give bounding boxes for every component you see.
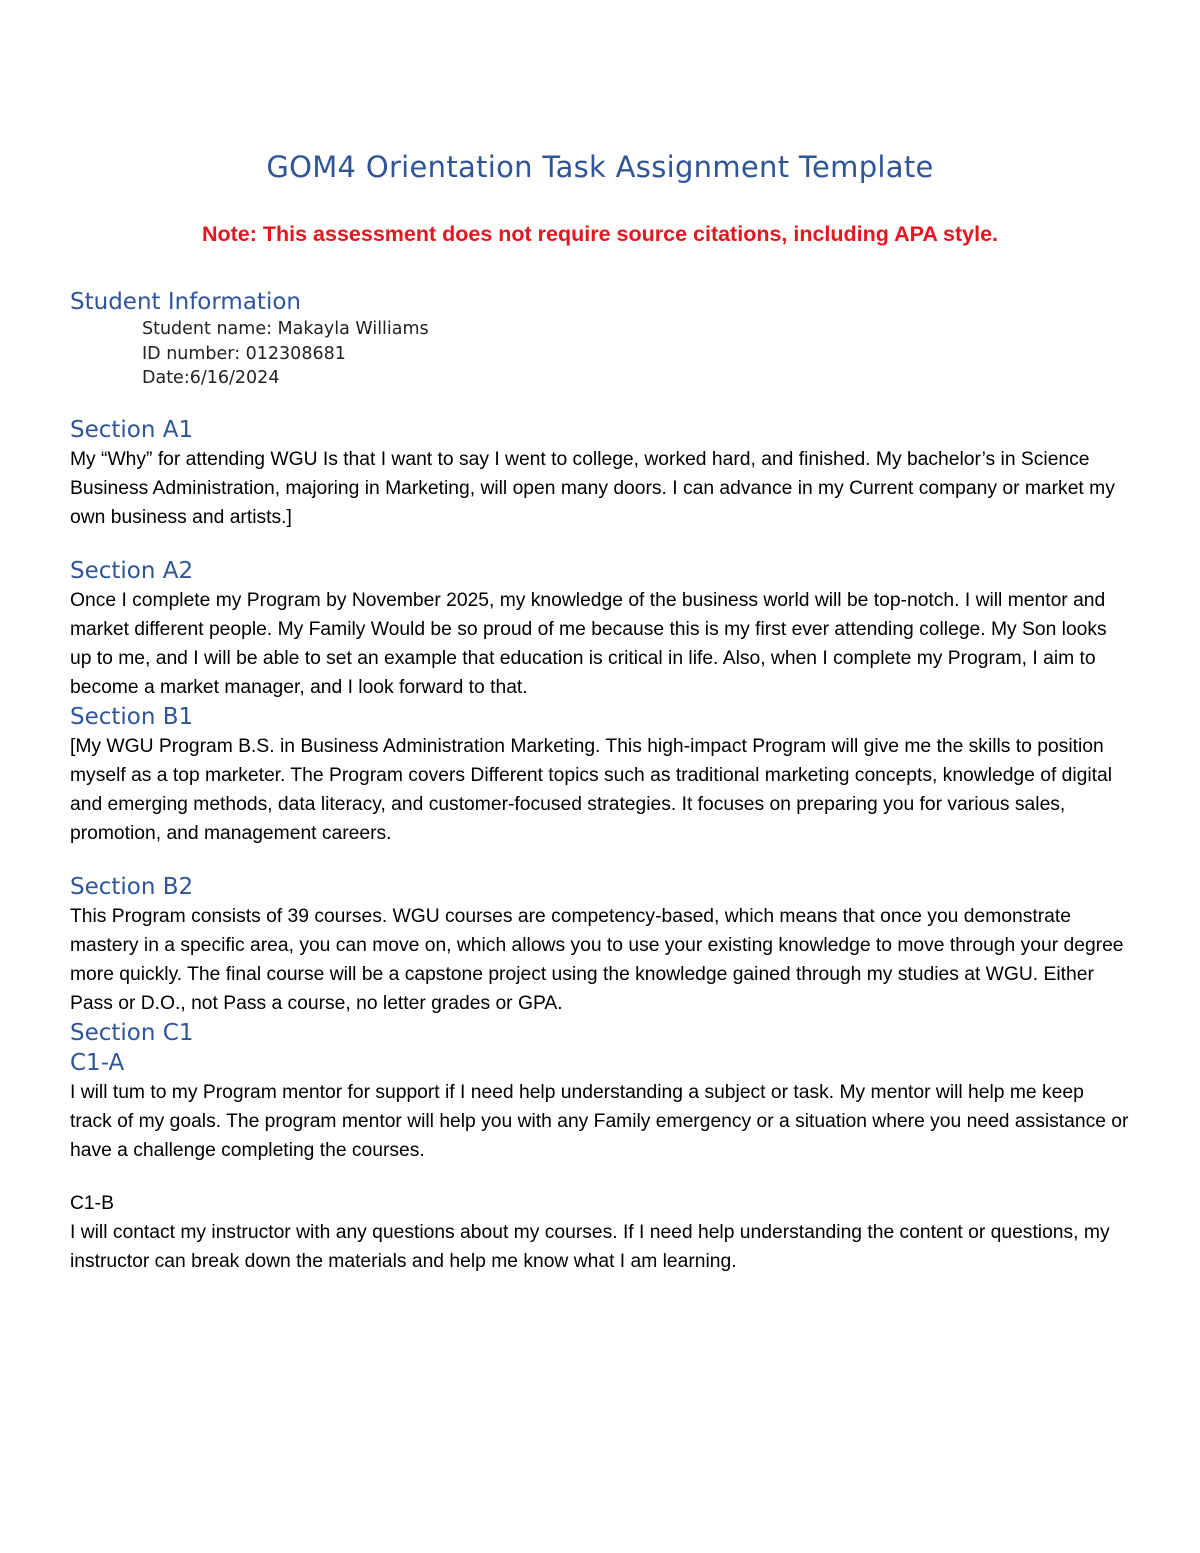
section-c1b-text: I will contact my instructor with any questions about my courses. If I need help understanding the content or questions, my instructor can break down the materials and help me know what I am learning. — [70, 1221, 1110, 1272]
student-information-block — [142, 317, 1130, 391]
section-b2-text: This Program consists of 39 courses. WGU courses are competency-based, which means that once you demonstrate mastery in a specific area, you can move on, which allows you to use your existing knowledge to move through your degree more quickly. The final course will be a capstone project using the knowledge gained through my studies at WGU. Either Pass or D.O., not Pass a course, no letter grades or GPA. — [70, 905, 1124, 1014]
section-b2-heading: Section B2 — [70, 873, 194, 900]
section-c1a-heading: C1-A — [70, 1049, 125, 1076]
document-title: GOM4 Orientation Task Assignment Template — [266, 150, 934, 184]
section-a1-heading: Section A1 — [70, 416, 194, 443]
student-information-heading: Student Information — [70, 289, 301, 315]
student-name: Student name: Makayla Williams — [142, 319, 429, 339]
section-c1-heading: Section C1 — [70, 1019, 194, 1046]
citation-note: Note: This assessment does not require source citations, including APA style. — [201, 222, 999, 246]
student-id-number: ID number: 012308681 — [142, 343, 346, 364]
submission-date: Date:6/16/2024 — [142, 368, 280, 388]
section-c1a-text: I will tum to my Program mentor for support if I need help understanding a subject or task. My mentor will help me keep track of my goals. The program mentor will help you with any Family emergency or a situation where you need assistance or have a challenge completing the courses. — [70, 1081, 1129, 1161]
document-page — [70, 0, 1130, 1553]
section-a2-heading: Section A2 — [70, 557, 194, 584]
section-b1-heading: Section B1 — [70, 703, 194, 730]
document-content — [70, 287, 1130, 1276]
section-a2-text: Once I complete my Program by November 2025, my knowledge of the business world will be top-notch. I will mentor and market different people. My Family Would be so proud of me because this is my first ever attending college. My Son looks up to me, and I will be able to set an example that education is critical in life. Also, when I complete my Program, I aim to become a market manager, and I look forward to that. — [70, 589, 1107, 698]
section-c1b-heading: C1-B — [70, 1192, 114, 1214]
section-a1-text: My “Why” for attending WGU Is that I want to say I went to college, worked hard, and finished. My bachelor’s in Science Business Administration, majoring in Marketing, will open many doors. I can advance in my Current company or market my own business and artists.] — [70, 448, 1115, 528]
section-b1-text: [My WGU Program B.S. in Business Administration Marketing. This high-impact Program will give me the skills to position myself as a top marketer. The Program covers Different topics such as traditional marketing concepts, knowledge of digital and emerging methods, data literacy, and customer-focused strategies. It focuses on preparing you for various sales, promotion, and management careers. — [70, 735, 1113, 844]
